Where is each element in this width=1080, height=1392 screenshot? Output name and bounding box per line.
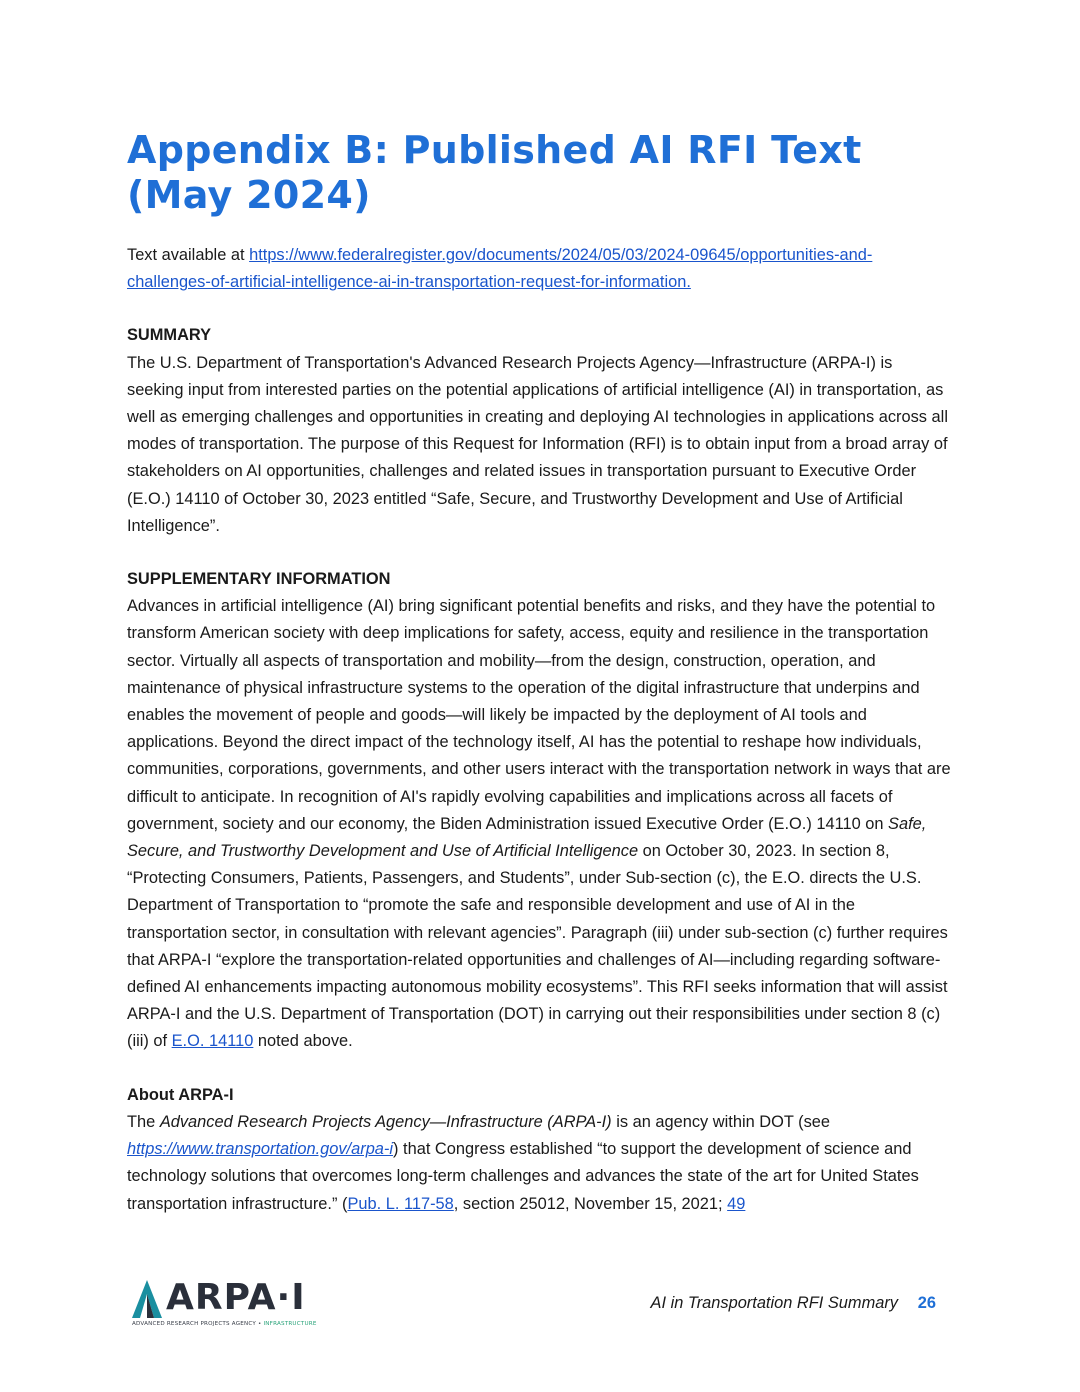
logo-tagline-agency: ADVANCED RESEARCH PROJECTS AGENCY • (132, 1321, 264, 1327)
intro-prefix: Text available at (127, 246, 250, 264)
pub-law-link[interactable]: Pub. L. 117-58 (347, 1194, 454, 1213)
usc-49-link[interactable]: 49 (727, 1194, 746, 1213)
document-page (127, 128, 952, 1218)
federal-register-link[interactable]: https://www.federalregister.gov/documents/2024/05/03/2024-09645/opportunities-and-challenges-of-artificial-intelligence-ai-in-transportation-request-for-information. (127, 246, 873, 292)
summary-text: The U.S. Department of Transportation's Advanced Research Projects Agency—Infrastructure (ARPA-I) is seeking input from interested parties on the potential applications of artificial intelligence (AI) in transportation, as well as emerging challenges and opportunities in creating and deploying AI technologies in applications across all modes of transportation. The purpose of this Request for Information (RFI) is to obtain input from a broad array of stakeholders on AI opportunities, challenges and related issues in transportation pursuant to Executive Order (E.O.) 14110 of October 30, 2023 entitled “Safe, Secure, and Trustworthy Development and Use of Artificial Intelligence”. (127, 353, 948, 535)
about-after-url: ) that Congress established “to support the development of science and technology solutions that overcomes long-term challenges and advances the state of the art for United States transportation infrastructure.” ( (127, 1140, 919, 1213)
summary-heading: SUMMARY (127, 326, 212, 345)
supplementary-part3: noted above. (253, 1032, 353, 1051)
arpa-i-logo-icon (132, 1280, 162, 1318)
about-after-publaw: , section 25012, November 15, 2021; (453, 1194, 728, 1213)
about-the: The (127, 1112, 160, 1131)
page-number: 26 (917, 1294, 936, 1312)
page-footer (132, 1276, 942, 1336)
supplementary-part1: Advances in artificial intelligence (AI) bring significant potential benefits and risks, and they have the potential to transform American society with deep implications for safety, access, equity and resilience in the transportation sector. Virtually all aspects of transportation and mobility—from the design, construction, operation, and maintenance of physical infrastructure systems to the operation of the digital infrastructure that underpins and enables the movement of people and goods—will likely be impacted by the deployment of AI tools and applications. Beyond the direct impact of the technology itself, AI has the potential to reshape how individuals, communities, corporations, governments, and other users interact with the transportation network in ways that are difficult to anticipate. In recognition of AI's rapidly evolving capabilities and implications across all facets of government, society and our economy, the Biden Administration issued Executive Order (E.O.) 14110 on (127, 597, 951, 833)
arpa-i-logo (132, 1276, 317, 1332)
intro-paragraph (127, 242, 952, 296)
logo-wordmark: ARPA·I (166, 1277, 306, 1318)
about-heading: About ARPA-I (127, 1085, 234, 1104)
eo-title-italic: Safe, Secure, and Trustworthy Development and Use of Artificial Intelligence (127, 814, 927, 861)
footer-document-title: AI in Transportation RFI Summary (650, 1294, 898, 1312)
about-mid: is an agency within DOT (see (611, 1112, 830, 1131)
supplementary-heading: SUPPLEMENTARY INFORMATION (127, 570, 391, 589)
supplementary-text (127, 593, 952, 1055)
logo-tagline-infra: INFRASTRUCTURE (263, 1321, 317, 1327)
page-title: Appendix B: Published AI RFI Text (May 2024) (127, 128, 862, 217)
logo-tagline (132, 1321, 317, 1327)
about-text (127, 1109, 952, 1218)
supplementary-part2: on October 30, 2023. In section 8, “Protecting Consumers, Patients, Passengers, and Students”, under Sub-section (c), the E.O. directs the U.S. Department of Transportation to “promote the safe and responsible development and use of AI in the transportation sector, in consultation with relevant agencies”. Paragraph (iii) under sub-section (c) further requires that ARPA-I “explore the transportation-related opportunities and challenges of AI—including regarding software-defined AI enhancements impacting autonomous mobility ecosystems”. This RFI seeks information that will assist ARPA-I and the U.S. Department of Transportation (DOT) in carrying out their responsibilities under section 8 (c)(iii) of (127, 842, 948, 1051)
arpa-i-url: https://www.transportation.gov/arpa-i (127, 1140, 394, 1159)
agency-name-italic: Advanced Research Projects Agency—Infrastructure (ARPA-I) (159, 1112, 612, 1131)
eo-14110-link[interactable]: E.O. 14110 (171, 1032, 254, 1051)
arpa-i-website-link[interactable] (127, 1140, 393, 1158)
